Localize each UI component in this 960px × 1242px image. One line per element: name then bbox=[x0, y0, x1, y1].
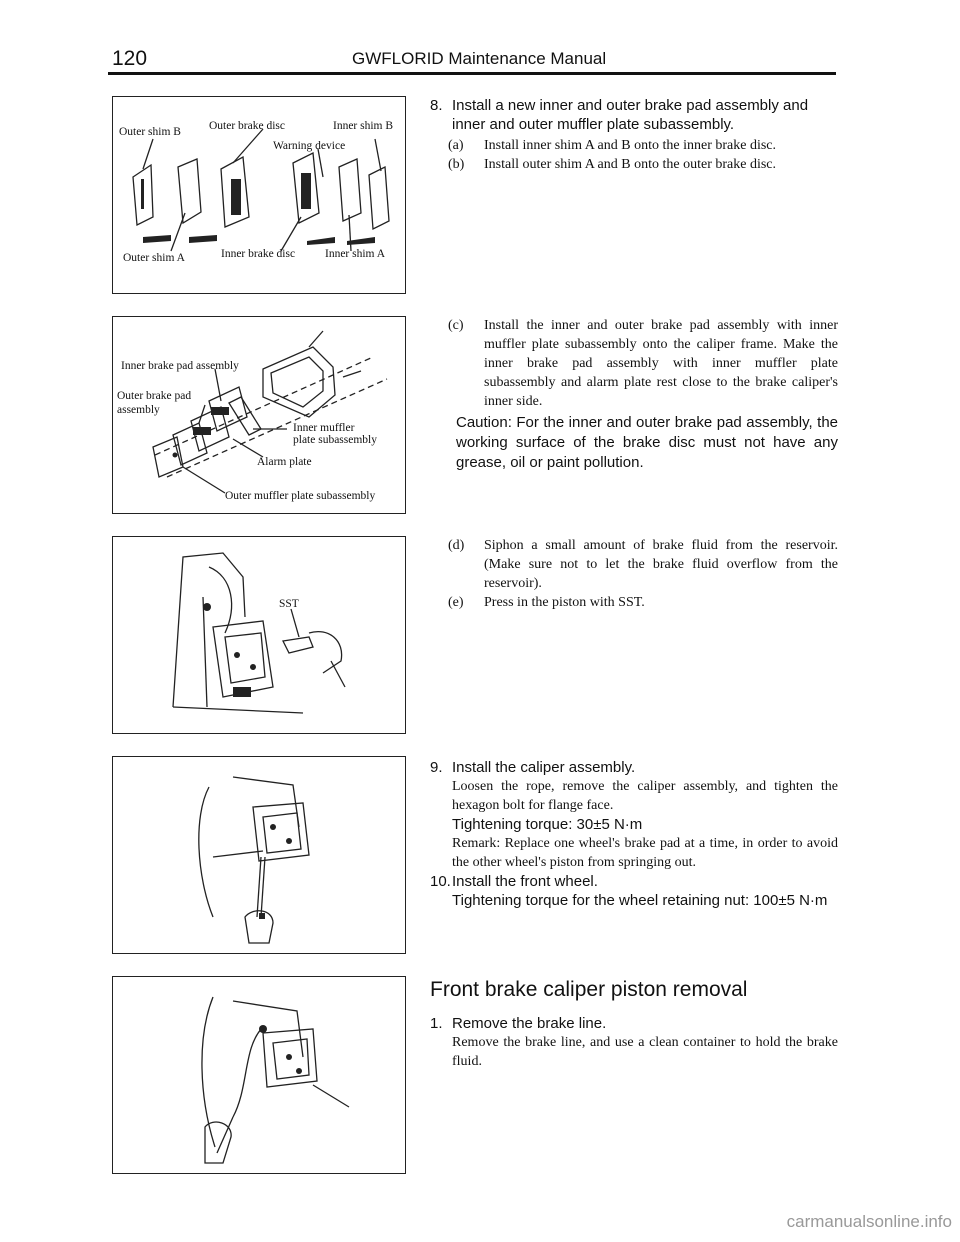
header-rule bbox=[108, 72, 836, 75]
footer-watermark: carmanualsonline.info bbox=[786, 1212, 952, 1231]
sst-piston-illustration bbox=[113, 537, 405, 733]
removal-step1-body: Remove the brake line, and use a clean container to hold the brake fluid. bbox=[452, 1035, 838, 1069]
step8d-key: (d) bbox=[448, 538, 465, 553]
caution-note: Caution: For the inner and outer brake pad assembly, the working surface of the brake disc must not have any grease, oil or paint pollution. bbox=[456, 414, 838, 471]
label-outer-shim-b: Outer shim B bbox=[119, 126, 181, 138]
label-inner-pad: Inner brake pad assembly bbox=[121, 360, 239, 372]
step8-number: 8. bbox=[430, 97, 443, 114]
step9-body: Loosen the rope, remove the caliper assembly, and tighten the hexagon bolt for flange face. bbox=[452, 779, 838, 813]
step9-number: 9. bbox=[430, 759, 443, 776]
label-inner-shim-b: Inner shim B bbox=[333, 120, 394, 132]
step8a-key: (a) bbox=[448, 138, 464, 153]
step8-title-line1: Install a new inner and outer brake pad assembly and bbox=[452, 97, 809, 114]
label-outer-brake-disc: Outer brake disc bbox=[209, 120, 285, 132]
step9-block bbox=[430, 758, 838, 910]
step8b-text: Install outer shim A and B onto the outer brake disc. bbox=[484, 157, 777, 172]
step8-block bbox=[430, 96, 838, 174]
step8e-text: Press in the piston with SST. bbox=[484, 595, 645, 610]
label-outer-shim-a: Outer shim A bbox=[123, 252, 185, 264]
step8e-key: (e) bbox=[448, 595, 464, 610]
caliper-exploded-illustration bbox=[113, 317, 405, 513]
step10-number: 10. bbox=[430, 873, 451, 890]
step10-title: Install the front wheel. bbox=[452, 873, 598, 890]
step8c-block bbox=[430, 316, 838, 473]
label-inner-muffler-line1: Inner muffler bbox=[293, 422, 355, 434]
label-inner-brake-disc: Inner brake disc bbox=[221, 248, 296, 260]
removal-step1-title: Remove the brake line. bbox=[452, 1015, 607, 1032]
figure-shims-pads bbox=[112, 96, 406, 294]
label-sst: SST bbox=[279, 598, 299, 610]
step8-title-line2: inner and outer muffler plate subassembly. bbox=[452, 116, 735, 133]
label-inner-muffler-line2: plate subassembly bbox=[293, 434, 377, 446]
step8b-key: (b) bbox=[448, 157, 465, 172]
section-title: Front brake caliper piston removal bbox=[430, 978, 748, 1001]
shims-pads-illustration bbox=[113, 97, 405, 293]
label-outer-muffler: Outer muffler plate subassembly bbox=[225, 490, 376, 502]
label-outer-pad-line1: Outer brake pad bbox=[117, 390, 192, 402]
figure-brake-line bbox=[112, 976, 406, 1174]
step8c-text: Install the inner and outer brake pad assembly with inner muffler plate subassembly onto the caliper frame. Make the inner brake pad assembly with inner muffler plate subassembly and alarm plate rest close to the brake caliper's inner side. bbox=[484, 318, 838, 409]
removal-step1-number: 1. bbox=[430, 1015, 443, 1032]
step10-torque: Tightening torque for the wheel retaining nut: 100±5 N·m bbox=[452, 892, 828, 909]
piston-removal-section bbox=[430, 978, 838, 1071]
step8de-block bbox=[430, 536, 838, 612]
figure-sst-piston bbox=[112, 536, 406, 734]
brake-line-illustration bbox=[113, 977, 405, 1173]
caliper-installed-illustration bbox=[113, 757, 405, 953]
step9-title: Install the caliper assembly. bbox=[452, 759, 636, 776]
step8a-text: Install inner shim A and B onto the inner brake disc. bbox=[484, 138, 777, 153]
page-number: 120 bbox=[112, 47, 148, 70]
step9-remark: Remark: Replace one wheel's brake pad at a time, in order to avoid the other wheel's piston from springing out. bbox=[452, 836, 838, 870]
step8c-key: (c) bbox=[448, 318, 464, 333]
manual-title: GWFLORID Maintenance Manual bbox=[352, 49, 607, 68]
label-warning-device: Warning device bbox=[273, 140, 346, 152]
figure-caliper-installed bbox=[112, 756, 406, 954]
step8d-text: Siphon a small amount of brake fluid from the reservoir. (Make sure not to let the brake fluid overflow from the reservoir). bbox=[484, 538, 838, 591]
label-alarm-plate: Alarm plate bbox=[257, 456, 312, 468]
label-inner-shim-a: Inner shim A bbox=[325, 248, 386, 260]
label-outer-pad-line2: assembly bbox=[117, 404, 160, 416]
step9-torque: Tightening torque: 30±5 N·m bbox=[452, 816, 643, 833]
figure-caliper-exploded bbox=[112, 316, 406, 514]
